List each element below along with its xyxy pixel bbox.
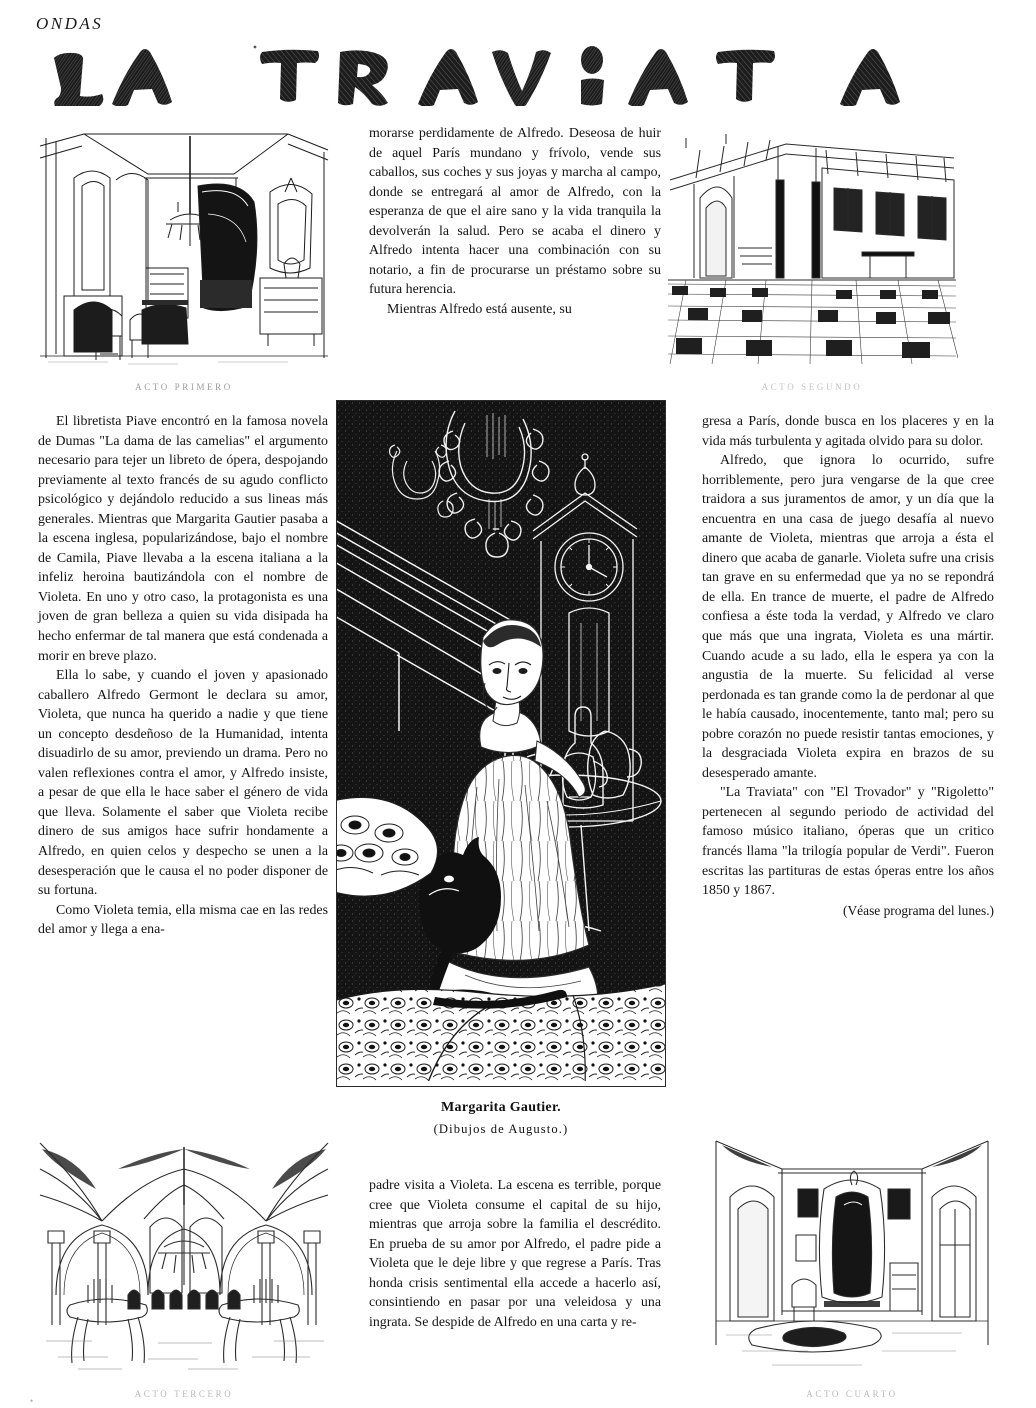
figure-acto-tercero [38,1135,330,1399]
figure-caption: ACTO CUARTO [806,1389,898,1399]
paragraph: Mientras Alfredo está ausente, su [387,301,572,317]
column-right [702,412,994,920]
illustration-acto-segundo [666,128,958,373]
column-left [38,412,328,940]
column-top-middle [369,124,661,319]
plate-title: Margarita Gautier. [441,1100,561,1115]
illustration-acto-primero [38,128,330,373]
page-title [40,38,1000,106]
programme-note: (Véase programa del lunes.) [843,902,994,918]
paragraph: morarse perdidamente de Alfredo. Deseosa de huir de aquel París mundano y frívolo, vende sus caballos, sus coches y sus joyas y marcha al campo, donde se entregará al amor de Alfredo, con la esperanza de que el aire sano y la vida tranquila la devolverán la salud. Pero se acaba el dinero y Alfredo intenta hacer una combinación con su notario, a fin de procurarse un préstamo sobre su futura herencia. [369,126,661,298]
column-bottom-middle [369,1176,661,1332]
figure-caption: ACTO PRIMERO [135,382,233,392]
figure-caption: ACTO SEGUNDO [761,382,863,392]
figure-acto-cuarto [712,1135,992,1399]
paragraph: Ella lo sabe, y cuando el joven y apasionado caballero Alfredo Germont le declara su amor, Violeta, que nunca ha querido a nadie y que tiene un concepto desdeñoso de la Humanidad, intenta disuadirlo de su amor, previendo un drama. Pero no valen reflexiones contra el amor, y Alfredo insiste, a pesar de que ella le hace saber el género de vida que lleva. Solamente el saber que Violeta recibe dinero de sus amigos hace sufrir hondamente a Alfredo, en quien celos y despecho se unen a la desesperación que le causa el no poder disponer de su fortuna. [38,668,328,899]
figure-margarita-gautier [336,400,666,1137]
illustration-acto-tercero [38,1135,330,1380]
figure-acto-segundo [666,128,958,392]
paragraph: Alfredo, que ignora lo ocurrido, sufre horriblemente, pero jura vengarse de la que cree traidora a sus juramentos de amor, y un día que la encuentra en una casa de juego desafía al nuevo amante de Violeta, mientras que arroja a ésta el dinero que acaba de ganarle. Violeta sufre una crisis tan grave en su enfermedad que ya no se repondrá de ella. En trance de muerte, el padre de Alfredo confiesa a éste toda la verdad, y Alfredo ve claro que más que una ingrata, Violeta es una mártir. Cuando acude a su lado, ella le espera ya con la angustia de la muerte. Su felicidad al verse perdonada es tan grande como la de perdonar al que le había causado, inocentemente, tanto mal; pero su pobre corazón no puede resistir tantas emociones, y la desgraciada Violeta expira en brazos de su desesperado amante. [702,453,994,781]
page-corner-mark: • [30,1396,34,1406]
publication-masthead: ONDAS [36,14,104,33]
paragraph: gresa a París, donde busca en los placeres y en la vida más turbulenta y agitada olvido para su dolor. [702,414,994,449]
figure-caption: ACTO TERCERO [134,1389,234,1399]
paragraph: padre visita a Violeta. La escena es terrible, porque cree que Violeta consume el capital de su hijo, mientras que arroja sobre la familia el descrédito. En prueba de su amor por Alfredo, el padre pide a Violeta que le deje libre y que regrese a París. Tras honda crisis sentimental ella accede a hacerlo así, consintiendo en pasar por una veleidosa y una ingrata. Se despide de Alfredo en una carta y re- [369,1178,661,1330]
paragraph: Como Violeta temia, ella misma cae en las redes del amor y llega a ena- [38,902,328,938]
paragraph: "La Traviata" con "El Trovador" y "Rigoletto" pertenecen al segundo periodo de actividad del famoso músico italiano, óperas que un critico francés llama "la trilogía popular de Verdi". Fueron escritas las partituras de estas óperas entre los años 1850 y 1867. [702,785,994,899]
plate-subtitle: (Dibujos de Augusto.) [433,1122,569,1136]
paragraph: El libretista Piave encontró en la famosa novela de Dumas "La dama de las camelias" el argumento necesario para tejer un libreto de ópera, despojando previamente al texto francés de su agudo conflicto psicológico y dejándolo reducido a sus lineas más generales. Mientras que Margarita Gautier pasaba a la escena inglesa, popularizándose, bajo el nombre de Camila, Piave llevaba a la escena italiana a la infeliz heroina bautizándola con el nombre de Violeta. En uno y otro caso, la protagonista es una joven de gran belleza a quien su vida disipada ha hecho enfermar de tal manera que está condenada a morir en breve plazo. [38,414,328,664]
illustration-margarita-gautier [336,400,666,1087]
figure-acto-primero [38,128,330,392]
illustration-acto-cuarto [712,1135,992,1380]
